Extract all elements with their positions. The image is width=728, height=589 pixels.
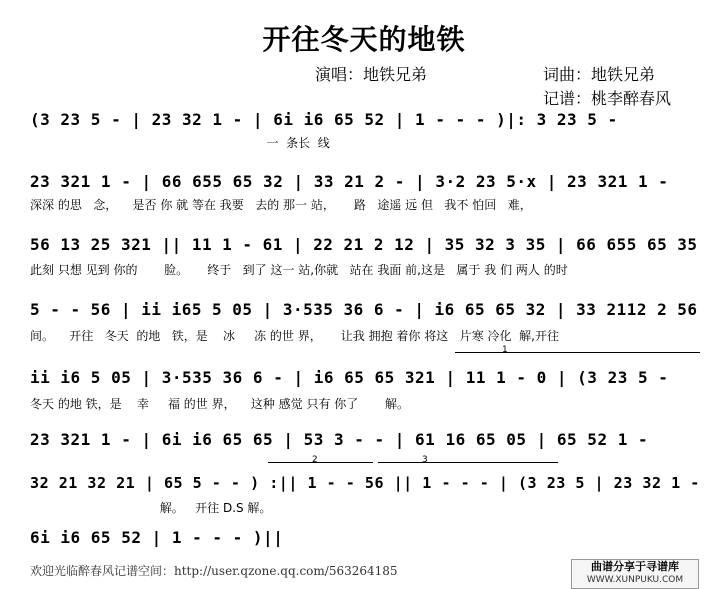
lyricist-credit: 词曲：地铁兄弟 — [543, 65, 656, 84]
song-title: 开往冬天的地铁 — [262, 23, 466, 56]
lyric-line: 冬天 的地 铁，是 幸 福 的世 界， 这种 感觉 只有 你了 解。 — [30, 397, 409, 411]
volta-bracket-3 — [378, 462, 558, 463]
notation-line: 32 21 32 21 | 65 5 - - ) :|| 1 - - 56 || 1 - - - | (3 23 5 | 23 32 1 - — [30, 474, 700, 492]
badge-url: WWW.XUNPUKU.COM — [586, 575, 684, 585]
notation-line: (3 23 5 - | 23 32 1 - | 6i i6 65 52 | 1 - - - )|: 3 23 5 - — [30, 110, 618, 129]
notation-line: ii i6 5 05 | 3·535 36 6 - | i6 65 65 321 | 11 1 - 0 | (3 23 5 - — [30, 368, 669, 387]
volta-bracket-2 — [268, 462, 373, 463]
volta-number-2: 2 — [312, 455, 318, 465]
badge-title: 曲谱分享于寻谱库 — [591, 560, 679, 573]
lyric-line: 解。 开往 D.S 解。 — [30, 501, 272, 515]
lyric-line: 一 条长 线 — [30, 136, 330, 150]
lyric-line: 此刻 只想 见到 你的 脸。 终于 到了 这一 站,你就 站在 我面 前,这是 属于 我 们 两人 的时 — [30, 263, 568, 277]
lyric-line: 深深 的思 念， 是否 你 就 等在 我要 去的 那一 站， 路 途遥 远 但 我不 怕回 难， — [30, 198, 532, 212]
volta-number-1: 1 — [502, 345, 508, 355]
site-badge[interactable] — [571, 559, 699, 589]
performer-credit: 演唱：地铁兄弟 — [315, 65, 428, 84]
volta-number-3: 3 — [422, 455, 428, 465]
notation-line: 23 321 1 - | 6i i6 65 65 | 53 3 - - | 61 16 65 05 | 65 52 1 - — [30, 430, 649, 449]
volta-bracket-1 — [455, 352, 700, 353]
footer-link-text[interactable]: 欢迎光临醉春风记谱空间：http://user.qzone.qq.com/563264185 — [30, 564, 398, 578]
lyric-line: 间。 开往 冬天 的地 铁，是 冰 冻 的世 界， 让我 拥抱 着你 将这 片寒 冷化 解,开往 — [30, 329, 559, 343]
transcriber-credit: 记谱：桃李醉春风 — [543, 89, 672, 108]
notation-line: 6i i6 65 52 | 1 - - - )|| — [30, 528, 284, 547]
notation-line: 23 321 1 - | 66 655 65 32 | 33 21 2 - | 3·2 23 5·x | 23 321 1 - — [30, 172, 669, 191]
notation-line: 56 13 25 321 || 11 1 - 61 | 22 21 2 12 | 35 32 3 35 | 66 655 65 35 — [30, 235, 698, 254]
notation-line: 5 - - 56 | ii i65 5 05 | 3·535 36 6 - | i6 65 65 32 | 33 2112 2 56 — [30, 300, 698, 319]
